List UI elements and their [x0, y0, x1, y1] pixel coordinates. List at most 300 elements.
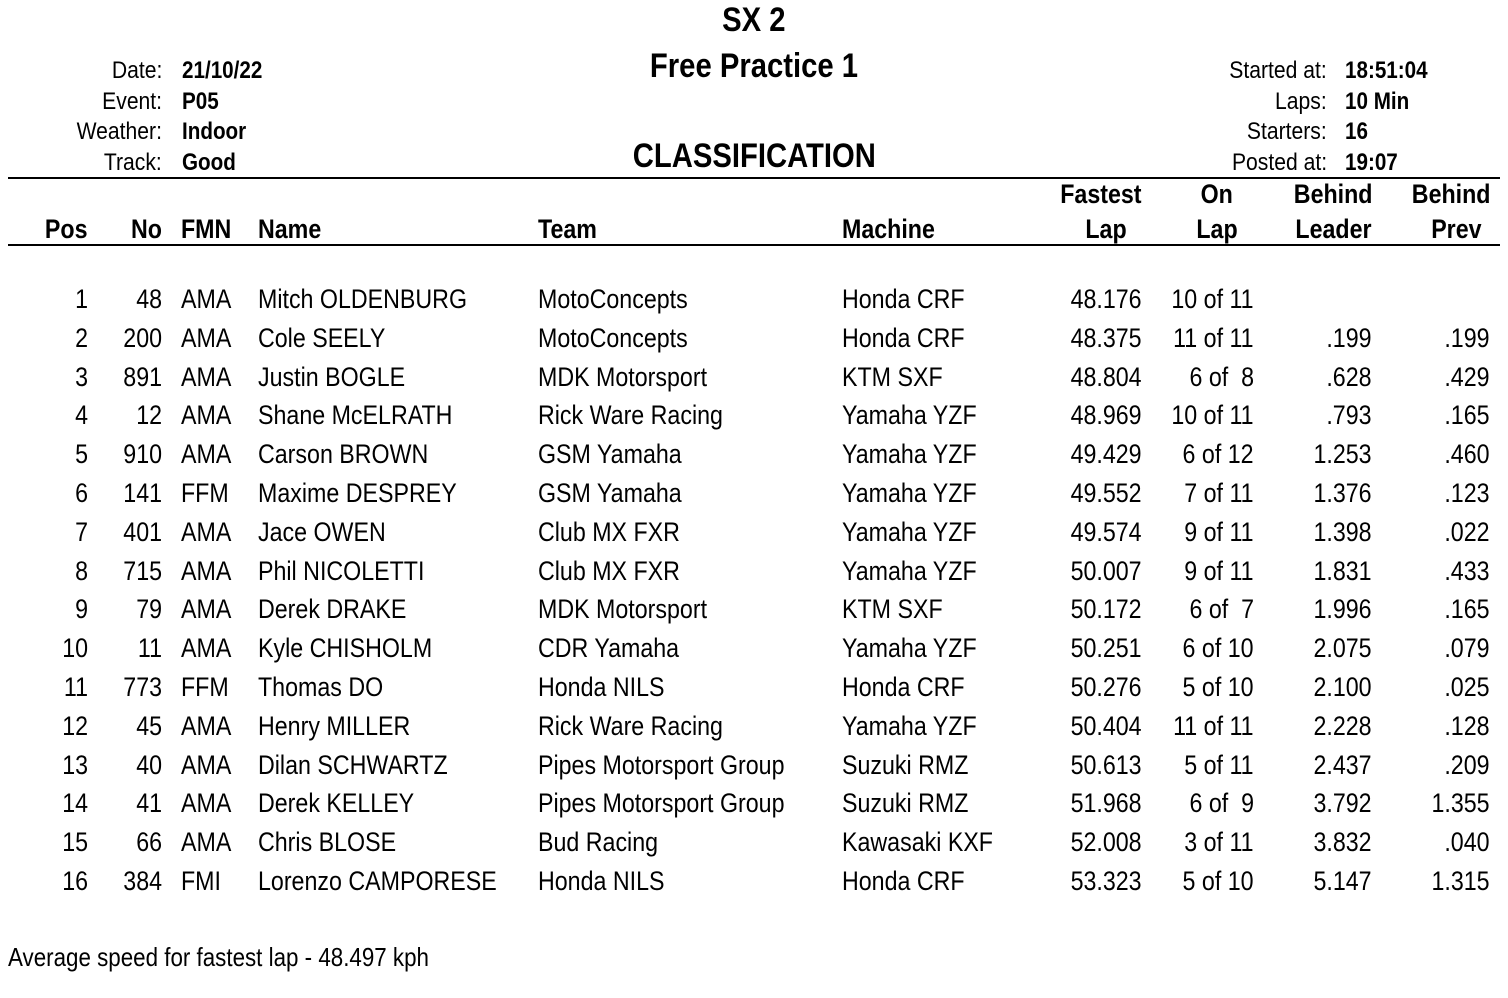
cell-fastest-lap: [1020, 823, 1142, 862]
event-code-title: SX 2: [722, 1, 786, 39]
cell-name: Henry MILLER: [258, 710, 411, 741]
cell-no: [100, 435, 162, 474]
meta-row: [1100, 117, 1500, 148]
cell-fastest-lap: [1020, 784, 1142, 823]
cell-on-lap-text: 6 of 10: [1182, 633, 1254, 664]
table-row: [0, 319, 1508, 358]
cell-machine: KTM SXF: [842, 594, 943, 625]
cell-behind-leader-text: 1.996: [1313, 594, 1372, 625]
cell-machine: Honda CRF: [842, 284, 965, 314]
cell-pos-text: 1: [75, 284, 88, 314]
cell-name: Shane McELRATH: [258, 400, 453, 431]
cell-behind-prev: [1380, 513, 1490, 552]
cell-behind-leader: [1260, 280, 1372, 319]
cell-behind-leader-text: 2.075: [1313, 633, 1372, 664]
cell-behind-leader: [1260, 862, 1372, 901]
table-row: [0, 746, 1508, 785]
cell-on-lap-text: 11 of 11: [1173, 710, 1254, 741]
cell-behind-leader: [1260, 396, 1372, 435]
cell-team: MotoConcepts: [538, 284, 688, 314]
header-divider-bottom: [8, 244, 1500, 246]
cell-pos-text: 15: [62, 827, 88, 858]
cell-machine: Yamaha YZF: [842, 400, 977, 431]
cell-behind-leader: [1260, 823, 1372, 862]
cell-on-lap: [1140, 474, 1254, 513]
cell-fastest-lap-text: 50.172: [1070, 594, 1142, 625]
cell-fmn: AMA: [181, 439, 232, 470]
col-header-name: Name: [258, 214, 322, 244]
cell-on-lap: [1140, 590, 1254, 629]
cell-on-lap: [1140, 358, 1254, 397]
cell-behind-prev: [1380, 590, 1490, 629]
cell-name: Justin BOGLE: [258, 361, 406, 392]
cell-behind-prev-text: .433: [1444, 555, 1490, 586]
cell-behind-leader: [1260, 552, 1372, 591]
cell-on-lap-text: 6 of 7: [1189, 594, 1254, 625]
cell-behind-prev: [1380, 280, 1490, 319]
col-header-prev-1: Behind: [1411, 179, 1490, 209]
table-row: [0, 474, 1508, 513]
cell-name: Thomas DO: [258, 671, 384, 702]
cell-on-lap: [1140, 280, 1254, 319]
meta-label: Event:: [102, 87, 162, 115]
cell-no: [100, 590, 162, 629]
cell-behind-prev: [1380, 746, 1490, 785]
cell-behind-prev-text: .429: [1444, 361, 1490, 392]
cell-behind-leader-text: .628: [1326, 361, 1372, 392]
cell-pos-text: 4: [75, 400, 88, 431]
cell-team: Pipes Motorsport Group: [538, 749, 785, 780]
cell-behind-prev: [1380, 862, 1490, 901]
cell-fmn: AMA: [181, 361, 232, 392]
meta-row: [1100, 148, 1500, 179]
cell-pos-text: 8: [75, 555, 88, 586]
cell-behind-leader: [1260, 513, 1372, 552]
cell-team: CDR Yamaha: [538, 633, 680, 664]
meta-value: 10 Min: [1345, 87, 1410, 115]
cell-behind-leader: [1260, 707, 1372, 746]
cell-machine: Yamaha YZF: [842, 439, 977, 470]
cell-no-text: 891: [123, 361, 162, 392]
cell-fastest-lap-text: 49.552: [1070, 477, 1142, 508]
cell-no: [100, 280, 162, 319]
table-row: [0, 435, 1508, 474]
cell-behind-leader-text: 1.253: [1313, 439, 1372, 470]
cell-no: [100, 474, 162, 513]
cell-behind-leader: [1260, 784, 1372, 823]
cell-behind-leader-text: 2.100: [1313, 671, 1372, 702]
cell-behind-leader-text: .199: [1326, 322, 1372, 353]
cell-on-lap-text: 6 of 9: [1189, 788, 1254, 819]
meta-row: [1100, 56, 1500, 87]
meta-value: 18:51:04: [1345, 57, 1428, 84]
cell-pos: [20, 513, 88, 552]
cell-on-lap-text: 5 of 10: [1182, 671, 1254, 702]
table-row: [0, 862, 1508, 901]
cell-behind-leader-text: .793: [1326, 400, 1372, 431]
cell-behind-prev-text: .123: [1444, 477, 1490, 508]
cell-behind-leader: [1260, 358, 1372, 397]
cell-fmn: AMA: [181, 788, 232, 819]
cell-pos: [20, 280, 88, 319]
cell-behind-prev-text: .040: [1444, 827, 1490, 858]
cell-team: Honda NILS: [538, 865, 665, 896]
col-header-fastest-2: Lap: [1085, 214, 1127, 244]
cell-behind-prev: [1380, 552, 1490, 591]
cell-pos-text: 3: [75, 361, 88, 392]
cell-behind-prev-text: .079: [1444, 633, 1490, 664]
cell-behind-leader-text: 3.832: [1313, 827, 1372, 858]
cell-pos: [20, 823, 88, 862]
meta-value: 16: [1345, 118, 1368, 145]
meta-row: [1100, 87, 1500, 118]
meta-value: Good: [182, 148, 236, 176]
cell-behind-prev-text: .209: [1444, 749, 1490, 780]
table-row: [0, 358, 1508, 397]
cell-fastest-lap: [1020, 590, 1142, 629]
session-title: Free Practice 1: [649, 47, 859, 85]
cell-name: Lorenzo CAMPORESE: [258, 865, 497, 896]
cell-no: [100, 746, 162, 785]
cell-fmn: AMA: [181, 710, 232, 741]
cell-behind-leader-text: 3.792: [1313, 788, 1372, 819]
cell-no-text: 773: [123, 671, 162, 702]
cell-no-text: 48: [136, 284, 162, 314]
cell-fmn: FMI: [181, 865, 221, 896]
cell-pos: [20, 396, 88, 435]
cell-behind-prev: [1380, 396, 1490, 435]
meta-label: Posted at:: [1231, 148, 1327, 176]
cell-on-lap: [1140, 746, 1254, 785]
meta-row: [0, 148, 400, 179]
cell-fmn: AMA: [181, 749, 232, 780]
cell-behind-prev-text: .128: [1444, 710, 1490, 741]
meta-value: P05: [182, 87, 219, 115]
cell-pos-text: 6: [75, 477, 88, 508]
cell-behind-prev: [1380, 319, 1490, 358]
cell-team: GSM Yamaha: [538, 439, 682, 470]
cell-pos: [20, 668, 88, 707]
cell-machine: Yamaha YZF: [842, 710, 977, 741]
cell-on-lap: [1140, 435, 1254, 474]
col-header-fmn: FMN: [181, 214, 232, 244]
cell-pos: [20, 746, 88, 785]
cell-fmn: AMA: [181, 516, 232, 547]
meta-label: Weather:: [76, 118, 162, 145]
meta-row: [0, 56, 400, 87]
cell-pos-text: 7: [75, 516, 88, 547]
cell-on-lap: [1140, 707, 1254, 746]
cell-behind-prev: [1380, 823, 1490, 862]
cell-fastest-lap-text: 50.276: [1070, 671, 1142, 702]
cell-team: Club MX FXR: [538, 516, 680, 547]
cell-fmn: AMA: [181, 555, 232, 586]
cell-behind-prev-text: .025: [1444, 671, 1490, 702]
cell-fastest-lap-text: 50.007: [1070, 555, 1142, 586]
table-row: [0, 513, 1508, 552]
cell-on-lap-text: 6 of 12: [1182, 439, 1254, 470]
average-speed-note: Average speed for fastest lap - 48.497 kph: [8, 942, 429, 972]
cell-pos: [20, 590, 88, 629]
cell-machine: Suzuki RMZ: [842, 788, 969, 819]
cell-fmn: AMA: [181, 284, 232, 314]
cell-no-text: 79: [136, 594, 162, 625]
cell-pos: [20, 474, 88, 513]
cell-no: [100, 513, 162, 552]
col-header-onlap-2: Lap: [1196, 214, 1238, 244]
cell-team: Honda NILS: [538, 671, 665, 702]
cell-machine: Suzuki RMZ: [842, 749, 969, 780]
meta-label: Date:: [111, 57, 162, 84]
table-row: [0, 668, 1508, 707]
col-header-onlap-1: On: [1200, 179, 1234, 209]
cell-no-text: 401: [123, 516, 162, 547]
cell-on-lap-text: 9 of 11: [1184, 516, 1254, 547]
cell-no: [100, 629, 162, 668]
cell-pos: [20, 358, 88, 397]
cell-behind-leader-text: 2.437: [1313, 749, 1372, 780]
cell-behind-leader: [1260, 590, 1372, 629]
cell-behind-prev-text: .165: [1444, 400, 1490, 431]
cell-no: [100, 319, 162, 358]
cell-fmn: FFM: [181, 477, 229, 508]
cell-on-lap-text: 10 of 11: [1171, 400, 1254, 431]
meta-label: Track:: [104, 148, 162, 176]
cell-team: MotoConcepts: [538, 322, 688, 353]
cell-on-lap: [1140, 668, 1254, 707]
cell-behind-leader: [1260, 629, 1372, 668]
col-header-team: Team: [538, 214, 597, 244]
cell-behind-prev: [1380, 707, 1490, 746]
cell-pos-text: 11: [63, 671, 88, 702]
meta-row: [0, 87, 400, 118]
cell-pos-text: 12: [62, 710, 88, 741]
cell-name: Jace OWEN: [258, 516, 386, 547]
cell-name: Dilan SCHWARTZ: [258, 749, 448, 780]
cell-name: Maxime DESPREY: [258, 477, 457, 508]
cell-fastest-lap-text: 50.613: [1070, 749, 1142, 780]
cell-team: MDK Motorsport: [538, 594, 708, 625]
cell-fastest-lap-text: 51.968: [1070, 788, 1142, 819]
cell-fastest-lap-text: 53.323: [1070, 865, 1142, 896]
cell-on-lap-text: 9 of 11: [1184, 555, 1254, 586]
cell-behind-prev-text: .022: [1444, 516, 1490, 547]
cell-pos: [20, 435, 88, 474]
cell-machine: Yamaha YZF: [842, 555, 977, 586]
event-info-right: [1100, 56, 1500, 178]
cell-no-text: 12: [136, 400, 162, 431]
cell-on-lap-text: 6 of 8: [1189, 361, 1254, 392]
table-row: [0, 707, 1508, 746]
cell-team: MDK Motorsport: [538, 361, 708, 392]
cell-fastest-lap-text: 49.429: [1070, 439, 1142, 470]
col-header-machine: Machine: [842, 214, 935, 244]
cell-machine: KTM SXF: [842, 361, 943, 392]
cell-on-lap: [1140, 629, 1254, 668]
cell-fmn: AMA: [181, 400, 232, 431]
cell-fastest-lap-text: 48.804: [1070, 361, 1142, 392]
cell-team: Rick Ware Racing: [538, 400, 723, 431]
table-row: [0, 629, 1508, 668]
cell-no: [100, 823, 162, 862]
cell-on-lap: [1140, 513, 1254, 552]
cell-fastest-lap: [1020, 319, 1142, 358]
meta-value: 19:07: [1345, 148, 1398, 176]
cell-no: [100, 862, 162, 901]
cell-fastest-lap: [1020, 280, 1142, 319]
cell-on-lap: [1140, 552, 1254, 591]
cell-behind-leader-text: 1.398: [1313, 516, 1372, 547]
cell-fmn: AMA: [181, 594, 232, 625]
cell-behind-prev-text: .165: [1444, 594, 1490, 625]
cell-name: Cole SEELY: [258, 322, 386, 353]
cell-machine: Yamaha YZF: [842, 633, 977, 664]
cell-behind-prev-text: .199: [1444, 322, 1490, 353]
table-row: [0, 784, 1508, 823]
meta-value: Indoor: [182, 118, 247, 145]
cell-pos-text: 16: [62, 865, 88, 896]
col-header-fastest-1: Fastest: [1060, 179, 1142, 209]
cell-no-text: 910: [123, 439, 162, 470]
cell-no-text: 41: [136, 788, 162, 819]
cell-pos-text: 2: [75, 322, 88, 353]
cell-name: Chris BLOSE: [258, 827, 397, 858]
cell-pos-text: 9: [75, 594, 88, 625]
cell-behind-prev: [1380, 784, 1490, 823]
cell-fmn: AMA: [181, 827, 232, 858]
cell-machine: Yamaha YZF: [842, 477, 977, 508]
cell-machine: Yamaha YZF: [842, 516, 977, 547]
cell-behind-leader: [1260, 319, 1372, 358]
cell-no: [100, 358, 162, 397]
cell-behind-leader: [1260, 474, 1372, 513]
cell-pos: [20, 629, 88, 668]
cell-fastest-lap: [1020, 707, 1142, 746]
cell-fastest-lap-text: 52.008: [1070, 827, 1142, 858]
cell-fastest-lap: [1020, 862, 1142, 901]
cell-pos-text: 14: [62, 788, 88, 819]
cell-on-lap-text: 5 of 10: [1182, 865, 1254, 896]
cell-machine: Honda CRF: [842, 322, 965, 353]
cell-on-lap-text: 11 of 11: [1173, 322, 1254, 353]
cell-team: Club MX FXR: [538, 555, 680, 586]
cell-machine: Honda CRF: [842, 671, 965, 702]
cell-behind-prev-text: 1.355: [1431, 788, 1490, 819]
cell-name: Derek KELLEY: [258, 788, 415, 819]
cell-on-lap-text: 5 of 11: [1184, 749, 1254, 780]
cell-behind-leader-text: 1.831: [1313, 555, 1372, 586]
cell-pos: [20, 552, 88, 591]
cell-no-text: 715: [123, 555, 162, 586]
cell-no-text: 384: [123, 865, 162, 896]
cell-team: Bud Racing: [538, 827, 659, 858]
col-header-leader-1: Behind: [1293, 179, 1372, 209]
cell-pos: [20, 707, 88, 746]
table-row: [0, 280, 1508, 319]
cell-on-lap: [1140, 862, 1254, 901]
table-row: [0, 823, 1508, 862]
cell-no-text: 66: [136, 827, 162, 858]
cell-on-lap: [1140, 784, 1254, 823]
cell-behind-prev: [1380, 474, 1490, 513]
cell-name: Derek DRAKE: [258, 594, 407, 625]
cell-machine: Honda CRF: [842, 865, 965, 896]
cell-fastest-lap: [1020, 396, 1142, 435]
cell-fastest-lap-text: 49.574: [1070, 516, 1142, 547]
cell-on-lap: [1140, 319, 1254, 358]
col-header-no: No: [131, 214, 162, 244]
cell-behind-prev: [1380, 668, 1490, 707]
meta-row: [0, 117, 400, 148]
cell-behind-prev: [1380, 629, 1490, 668]
cell-behind-prev: [1380, 435, 1490, 474]
cell-team: Pipes Motorsport Group: [538, 788, 785, 819]
cell-behind-leader-text: 5.147: [1313, 865, 1372, 896]
cell-behind-prev-text: .460: [1444, 439, 1490, 470]
table-row: [0, 552, 1508, 591]
cell-name: Mitch OLDENBURG: [258, 284, 468, 314]
cell-name: Phil NICOLETTI: [258, 555, 425, 586]
cell-no-text: 40: [136, 749, 162, 780]
cell-behind-leader-text: 2.228: [1313, 710, 1372, 741]
cell-no-text: 141: [123, 477, 162, 508]
cell-fastest-lap-text: 50.404: [1070, 710, 1142, 741]
cell-no: [100, 668, 162, 707]
cell-no-text: 45: [136, 710, 162, 741]
cell-no: [100, 784, 162, 823]
cell-on-lap-text: 10 of 11: [1171, 284, 1254, 314]
cell-no-text: 11: [137, 633, 162, 664]
meta-label: Started at:: [1229, 57, 1327, 84]
cell-pos: [20, 862, 88, 901]
cell-fastest-lap: [1020, 668, 1142, 707]
cell-fastest-lap-text: 48.969: [1070, 400, 1142, 431]
cell-team: Rick Ware Racing: [538, 710, 723, 741]
cell-behind-leader: [1260, 746, 1372, 785]
cell-pos-text: 10: [62, 633, 88, 664]
meta-label: Starters:: [1247, 118, 1327, 145]
meta-value: 21/10/22: [182, 57, 263, 84]
cell-fastest-lap-text: 48.375: [1070, 322, 1142, 353]
cell-fastest-lap: [1020, 474, 1142, 513]
event-info-left: [0, 56, 400, 178]
cell-name: Carson BROWN: [258, 439, 429, 470]
cell-behind-leader: [1260, 435, 1372, 474]
cell-machine: Kawasaki KXF: [842, 827, 993, 858]
cell-behind-leader: [1260, 668, 1372, 707]
cell-no: [100, 396, 162, 435]
cell-behind-prev-text: 1.315: [1431, 865, 1490, 896]
cell-fastest-lap: [1020, 629, 1142, 668]
cell-behind-prev: [1380, 358, 1490, 397]
table-row: [0, 590, 1508, 629]
cell-no: [100, 552, 162, 591]
cell-no-text: 200: [123, 322, 162, 353]
cell-fastest-lap: [1020, 513, 1142, 552]
cell-pos: [20, 784, 88, 823]
classification-table: [0, 280, 1508, 901]
meta-label: Laps:: [1275, 87, 1327, 115]
cell-fmn: AMA: [181, 322, 232, 353]
cell-fastest-lap: [1020, 552, 1142, 591]
col-header-leader-2: Leader: [1295, 214, 1372, 244]
cell-no: [100, 707, 162, 746]
cell-on-lap-text: 7 of 11: [1184, 477, 1254, 508]
cell-fmn: AMA: [181, 633, 232, 664]
cell-team: GSM Yamaha: [538, 477, 682, 508]
cell-fastest-lap: [1020, 746, 1142, 785]
cell-fmn: FFM: [181, 671, 229, 702]
